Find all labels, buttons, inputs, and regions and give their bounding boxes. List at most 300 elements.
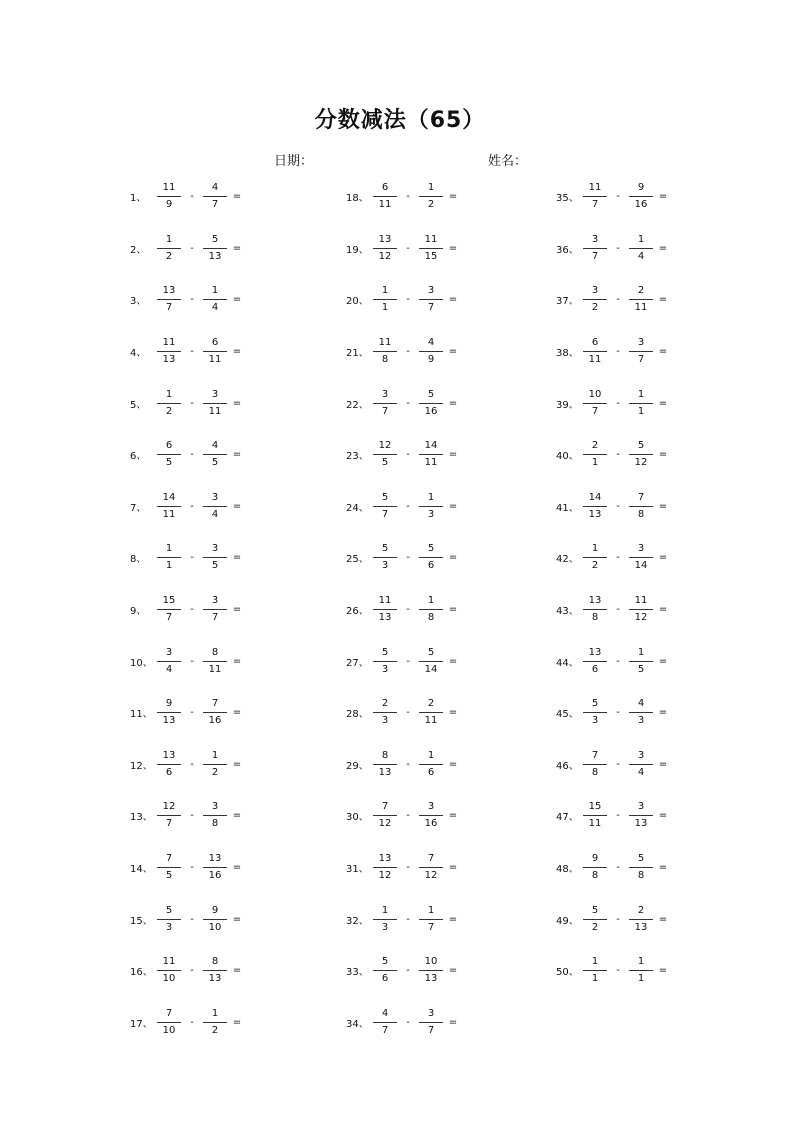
problem-number: 38、 bbox=[556, 348, 579, 360]
fraction-minuend bbox=[582, 904, 608, 935]
denominator: 1 bbox=[591, 973, 599, 985]
numerator: 3 bbox=[381, 388, 389, 400]
fraction-bar bbox=[157, 609, 181, 610]
fraction-minuend bbox=[582, 749, 608, 780]
numerator: 1 bbox=[165, 233, 173, 245]
fraction-subtrahend bbox=[418, 388, 444, 419]
denominator: 8 bbox=[591, 766, 599, 778]
numerator: 13 bbox=[588, 646, 602, 658]
fraction-subtrahend bbox=[202, 181, 228, 212]
numerator: 9 bbox=[165, 698, 173, 710]
numerator: 15 bbox=[162, 595, 176, 607]
problem-column-1 bbox=[130, 171, 330, 1048]
fraction-bar bbox=[583, 919, 607, 920]
fraction-minuend bbox=[372, 181, 398, 212]
numerator: 7 bbox=[427, 853, 435, 865]
problem-number: 32、 bbox=[346, 915, 369, 927]
problem-item bbox=[130, 997, 330, 1049]
equals-sign: = bbox=[658, 397, 668, 409]
numerator: 4 bbox=[381, 1007, 389, 1019]
equals-sign: = bbox=[448, 707, 458, 719]
fraction-minuend bbox=[582, 233, 608, 264]
numerator: 5 bbox=[427, 388, 435, 400]
fraction-bar bbox=[203, 970, 227, 971]
fraction-minuend bbox=[372, 852, 398, 883]
numerator: 7 bbox=[381, 801, 389, 813]
problem-number: 33、 bbox=[346, 967, 369, 979]
problem-number: 49、 bbox=[556, 915, 579, 927]
denominator: 10 bbox=[208, 921, 222, 933]
numerator: 15 bbox=[588, 801, 602, 813]
minus-sign: - bbox=[406, 346, 410, 358]
numerator: 1 bbox=[427, 491, 435, 503]
fraction-bar bbox=[583, 764, 607, 765]
denominator: 6 bbox=[591, 663, 599, 675]
fraction-bar bbox=[583, 867, 607, 868]
numerator: 1 bbox=[637, 646, 645, 658]
fraction-subtrahend bbox=[202, 542, 228, 573]
minus-sign: - bbox=[406, 758, 410, 770]
denominator: 8 bbox=[591, 612, 599, 624]
equals-sign: = bbox=[232, 294, 242, 306]
problem-number: 28、 bbox=[346, 709, 369, 721]
fraction-bar bbox=[373, 609, 397, 610]
denominator: 5 bbox=[165, 870, 173, 882]
problem-number: 26、 bbox=[346, 606, 369, 618]
numerator: 1 bbox=[211, 749, 219, 761]
fraction-minuend bbox=[156, 749, 182, 780]
fraction-subtrahend bbox=[202, 439, 228, 470]
fraction-subtrahend bbox=[418, 749, 444, 780]
problem-number: 4、 bbox=[130, 348, 147, 360]
problem-number: 31、 bbox=[346, 864, 369, 876]
numerator: 1 bbox=[637, 956, 645, 968]
fraction-minuend bbox=[156, 904, 182, 935]
denominator: 5 bbox=[211, 457, 219, 469]
fraction-bar bbox=[157, 299, 181, 300]
equals-sign: = bbox=[658, 655, 668, 667]
numerator: 10 bbox=[424, 956, 438, 968]
fraction-subtrahend bbox=[202, 336, 228, 367]
problem-item bbox=[556, 171, 756, 223]
denominator: 8 bbox=[211, 818, 219, 830]
numerator: 14 bbox=[424, 440, 438, 452]
fraction-bar bbox=[629, 609, 653, 610]
fraction-subtrahend bbox=[628, 439, 654, 470]
minus-sign: - bbox=[616, 191, 620, 203]
problem-item bbox=[556, 532, 756, 584]
worksheet-title: 分数减法（65） bbox=[314, 108, 486, 133]
denominator: 2 bbox=[165, 405, 173, 417]
fraction-bar bbox=[373, 815, 397, 816]
fraction-subtrahend bbox=[628, 800, 654, 831]
denominator: 5 bbox=[165, 457, 173, 469]
fraction-bar bbox=[157, 454, 181, 455]
denominator: 12 bbox=[378, 250, 392, 262]
denominator: 4 bbox=[637, 250, 645, 262]
problem-item bbox=[346, 481, 546, 533]
fraction-bar bbox=[373, 196, 397, 197]
fraction-bar bbox=[419, 712, 443, 713]
fraction-subtrahend bbox=[628, 697, 654, 728]
minus-sign: - bbox=[190, 397, 194, 409]
denominator: 2 bbox=[211, 766, 219, 778]
fraction-bar bbox=[419, 970, 443, 971]
problem-item bbox=[130, 274, 330, 326]
fraction-subtrahend bbox=[202, 233, 228, 264]
problem-number: 3、 bbox=[130, 296, 147, 308]
numerator: 11 bbox=[424, 233, 438, 245]
problem-number: 23、 bbox=[346, 451, 369, 463]
fraction-subtrahend bbox=[202, 284, 228, 315]
fraction-bar bbox=[629, 351, 653, 352]
fraction-minuend bbox=[582, 439, 608, 470]
fraction-subtrahend bbox=[418, 181, 444, 212]
denominator: 1 bbox=[165, 560, 173, 572]
fraction-subtrahend bbox=[418, 697, 444, 728]
fraction-minuend bbox=[372, 388, 398, 419]
equals-sign: = bbox=[658, 552, 668, 564]
denominator: 7 bbox=[427, 921, 435, 933]
fraction-bar bbox=[629, 970, 653, 971]
denominator: 9 bbox=[165, 199, 173, 211]
numerator: 10 bbox=[588, 388, 602, 400]
denominator: 10 bbox=[162, 1024, 176, 1036]
denominator: 1 bbox=[381, 302, 389, 314]
fraction-bar bbox=[629, 454, 653, 455]
denominator: 12 bbox=[424, 870, 438, 882]
numerator: 14 bbox=[588, 491, 602, 503]
numerator: 5 bbox=[165, 904, 173, 916]
numerator: 13 bbox=[378, 853, 392, 865]
denominator: 3 bbox=[591, 715, 599, 727]
denominator: 11 bbox=[162, 508, 176, 520]
fraction-minuend bbox=[582, 800, 608, 831]
problem-item bbox=[130, 893, 330, 945]
fraction-bar bbox=[157, 661, 181, 662]
equals-sign: = bbox=[448, 758, 458, 770]
fraction-bar bbox=[157, 403, 181, 404]
numerator: 1 bbox=[427, 595, 435, 607]
problem-item bbox=[130, 739, 330, 791]
denominator: 11 bbox=[588, 354, 602, 366]
numerator: 1 bbox=[591, 543, 599, 555]
fraction-bar bbox=[373, 867, 397, 868]
problem-number: 34、 bbox=[346, 1018, 369, 1030]
minus-sign: - bbox=[190, 965, 194, 977]
numerator: 3 bbox=[211, 388, 219, 400]
fraction-bar bbox=[157, 815, 181, 816]
minus-sign: - bbox=[616, 397, 620, 409]
denominator: 11 bbox=[208, 354, 222, 366]
numerator: 6 bbox=[591, 337, 599, 349]
fraction-bar bbox=[373, 919, 397, 920]
denominator: 2 bbox=[591, 560, 599, 572]
denominator: 16 bbox=[208, 715, 222, 727]
numerator: 5 bbox=[427, 543, 435, 555]
fraction-subtrahend bbox=[628, 542, 654, 573]
fraction-bar bbox=[157, 919, 181, 920]
problem-number: 42、 bbox=[556, 554, 579, 566]
fraction-subtrahend bbox=[628, 852, 654, 883]
fraction-minuend bbox=[372, 697, 398, 728]
fraction-subtrahend bbox=[202, 904, 228, 935]
fraction-bar bbox=[629, 661, 653, 662]
fraction-bar bbox=[583, 506, 607, 507]
fraction-bar bbox=[373, 1022, 397, 1023]
fraction-subtrahend bbox=[418, 852, 444, 883]
numerator: 5 bbox=[427, 646, 435, 658]
denominator: 13 bbox=[424, 973, 438, 985]
denominator: 16 bbox=[208, 870, 222, 882]
fraction-minuend bbox=[156, 233, 182, 264]
numerator: 11 bbox=[162, 182, 176, 194]
minus-sign: - bbox=[406, 191, 410, 203]
equals-sign: = bbox=[658, 346, 668, 358]
fraction-subtrahend bbox=[418, 439, 444, 470]
denominator: 11 bbox=[378, 199, 392, 211]
problem-item bbox=[130, 481, 330, 533]
denominator: 8 bbox=[381, 354, 389, 366]
problem-number: 19、 bbox=[346, 244, 369, 256]
minus-sign: - bbox=[190, 604, 194, 616]
fraction-bar bbox=[203, 557, 227, 558]
denominator: 13 bbox=[162, 354, 176, 366]
minus-sign: - bbox=[190, 294, 194, 306]
fraction-bar bbox=[583, 661, 607, 662]
fraction-subtrahend bbox=[418, 955, 444, 986]
numerator: 3 bbox=[427, 1007, 435, 1019]
denominator: 12 bbox=[634, 612, 648, 624]
numerator: 11 bbox=[634, 595, 648, 607]
numerator: 1 bbox=[427, 904, 435, 916]
minus-sign: - bbox=[406, 397, 410, 409]
problem-number: 30、 bbox=[346, 812, 369, 824]
fraction-subtrahend bbox=[628, 491, 654, 522]
denominator: 7 bbox=[165, 302, 173, 314]
problem-number: 12、 bbox=[130, 760, 153, 772]
problem-item bbox=[346, 635, 546, 687]
denominator: 3 bbox=[165, 921, 173, 933]
problem-item bbox=[556, 635, 756, 687]
problem-item bbox=[346, 377, 546, 429]
fraction-bar bbox=[419, 764, 443, 765]
minus-sign: - bbox=[190, 758, 194, 770]
fraction-subtrahend bbox=[628, 955, 654, 986]
problem-number: 10、 bbox=[130, 657, 153, 669]
numerator: 6 bbox=[165, 440, 173, 452]
equals-sign: = bbox=[448, 294, 458, 306]
equals-sign: = bbox=[232, 1016, 242, 1028]
minus-sign: - bbox=[190, 862, 194, 874]
minus-sign: - bbox=[406, 500, 410, 512]
equals-sign: = bbox=[658, 242, 668, 254]
fraction-bar bbox=[629, 196, 653, 197]
denominator: 4 bbox=[211, 508, 219, 520]
fraction-bar bbox=[157, 248, 181, 249]
fraction-minuend bbox=[372, 904, 398, 935]
fraction-bar bbox=[373, 299, 397, 300]
date-label: 日期： bbox=[274, 154, 314, 169]
numerator: 3 bbox=[211, 543, 219, 555]
numerator: 5 bbox=[591, 904, 599, 916]
minus-sign: - bbox=[616, 913, 620, 925]
problem-item bbox=[556, 893, 756, 945]
equals-sign: = bbox=[658, 449, 668, 461]
problem-number: 37、 bbox=[556, 296, 579, 308]
numerator: 7 bbox=[591, 749, 599, 761]
fraction-minuend bbox=[582, 542, 608, 573]
fraction-subtrahend bbox=[628, 749, 654, 780]
numerator: 3 bbox=[591, 233, 599, 245]
denominator: 1 bbox=[637, 405, 645, 417]
fraction-bar bbox=[157, 196, 181, 197]
denominator: 7 bbox=[591, 250, 599, 262]
denominator: 2 bbox=[427, 199, 435, 211]
equals-sign: = bbox=[448, 604, 458, 616]
fraction-subtrahend bbox=[418, 800, 444, 831]
numerator: 2 bbox=[637, 904, 645, 916]
problem-item bbox=[346, 223, 546, 275]
denominator: 11 bbox=[634, 302, 648, 314]
numerator: 13 bbox=[208, 853, 222, 865]
fraction-minuend bbox=[582, 181, 608, 212]
problem-item bbox=[346, 842, 546, 894]
denominator: 6 bbox=[381, 973, 389, 985]
denominator: 7 bbox=[381, 508, 389, 520]
numerator: 1 bbox=[381, 904, 389, 916]
numerator: 9 bbox=[211, 904, 219, 916]
numerator: 5 bbox=[381, 491, 389, 503]
fraction-bar bbox=[203, 815, 227, 816]
problem-number: 25、 bbox=[346, 554, 369, 566]
minus-sign: - bbox=[616, 500, 620, 512]
problem-item bbox=[346, 945, 546, 997]
minus-sign: - bbox=[406, 965, 410, 977]
equals-sign: = bbox=[448, 1016, 458, 1028]
fraction-bar bbox=[629, 557, 653, 558]
fraction-bar bbox=[583, 299, 607, 300]
numerator: 2 bbox=[381, 698, 389, 710]
denominator: 7 bbox=[427, 302, 435, 314]
fraction-minuend bbox=[582, 852, 608, 883]
fraction-minuend bbox=[582, 388, 608, 419]
fraction-bar bbox=[583, 454, 607, 455]
denominator: 6 bbox=[427, 766, 435, 778]
minus-sign: - bbox=[190, 810, 194, 822]
denominator: 13 bbox=[162, 715, 176, 727]
fraction-bar bbox=[419, 919, 443, 920]
fraction-minuend bbox=[372, 1007, 398, 1038]
equals-sign: = bbox=[448, 191, 458, 203]
equals-sign: = bbox=[658, 758, 668, 770]
denominator: 8 bbox=[591, 870, 599, 882]
numerator: 11 bbox=[378, 337, 392, 349]
problem-column-2 bbox=[346, 171, 546, 1048]
problem-number: 16、 bbox=[130, 967, 153, 979]
denominator: 3 bbox=[427, 508, 435, 520]
denominator: 6 bbox=[427, 560, 435, 572]
problem-number: 35、 bbox=[556, 193, 579, 205]
fraction-bar bbox=[373, 970, 397, 971]
denominator: 7 bbox=[591, 405, 599, 417]
fraction-minuend bbox=[156, 955, 182, 986]
problem-item bbox=[556, 377, 756, 429]
problem-item bbox=[556, 945, 756, 997]
minus-sign: - bbox=[616, 242, 620, 254]
denominator: 7 bbox=[211, 612, 219, 624]
denominator: 14 bbox=[634, 560, 648, 572]
fraction-bar bbox=[583, 403, 607, 404]
problem-item bbox=[346, 790, 546, 842]
problem-item bbox=[556, 790, 756, 842]
equals-sign: = bbox=[232, 346, 242, 358]
problem-item bbox=[346, 171, 546, 223]
fraction-subtrahend bbox=[628, 646, 654, 677]
fraction-minuend bbox=[156, 697, 182, 728]
fraction-bar bbox=[157, 867, 181, 868]
denominator: 1 bbox=[637, 973, 645, 985]
fraction-bar bbox=[419, 609, 443, 610]
denominator: 7 bbox=[381, 1024, 389, 1036]
problem-item bbox=[346, 687, 546, 739]
equals-sign: = bbox=[448, 500, 458, 512]
numerator: 6 bbox=[211, 337, 219, 349]
numerator: 1 bbox=[211, 285, 219, 297]
numerator: 4 bbox=[211, 182, 219, 194]
numerator: 3 bbox=[211, 595, 219, 607]
problem-number: 7、 bbox=[130, 502, 147, 514]
numerator: 3 bbox=[637, 749, 645, 761]
numerator: 5 bbox=[381, 956, 389, 968]
denominator: 2 bbox=[211, 1024, 219, 1036]
denominator: 7 bbox=[381, 405, 389, 417]
minus-sign: - bbox=[190, 1016, 194, 1028]
numerator: 3 bbox=[637, 801, 645, 813]
problem-number: 22、 bbox=[346, 399, 369, 411]
numerator: 1 bbox=[165, 388, 173, 400]
equals-sign: = bbox=[232, 758, 242, 770]
numerator: 2 bbox=[427, 698, 435, 710]
minus-sign: - bbox=[616, 604, 620, 616]
equals-sign: = bbox=[658, 294, 668, 306]
fraction-bar bbox=[583, 351, 607, 352]
fraction-subtrahend bbox=[202, 1007, 228, 1038]
denominator: 13 bbox=[588, 508, 602, 520]
numerator: 5 bbox=[591, 698, 599, 710]
fraction-minuend bbox=[156, 800, 182, 831]
numerator: 2 bbox=[637, 285, 645, 297]
fraction-minuend bbox=[156, 284, 182, 315]
minus-sign: - bbox=[616, 655, 620, 667]
fraction-bar bbox=[373, 712, 397, 713]
minus-sign: - bbox=[406, 552, 410, 564]
denominator: 5 bbox=[381, 457, 389, 469]
minus-sign: - bbox=[406, 604, 410, 616]
minus-sign: - bbox=[190, 346, 194, 358]
numerator: 5 bbox=[381, 646, 389, 658]
problem-number: 17、 bbox=[130, 1018, 153, 1030]
fraction-minuend bbox=[372, 439, 398, 470]
fraction-subtrahend bbox=[202, 388, 228, 419]
denominator: 11 bbox=[208, 405, 222, 417]
denominator: 3 bbox=[381, 715, 389, 727]
fraction-bar bbox=[419, 299, 443, 300]
fraction-subtrahend bbox=[202, 646, 228, 677]
fraction-bar bbox=[419, 248, 443, 249]
denominator: 7 bbox=[591, 199, 599, 211]
problem-number: 36、 bbox=[556, 244, 579, 256]
